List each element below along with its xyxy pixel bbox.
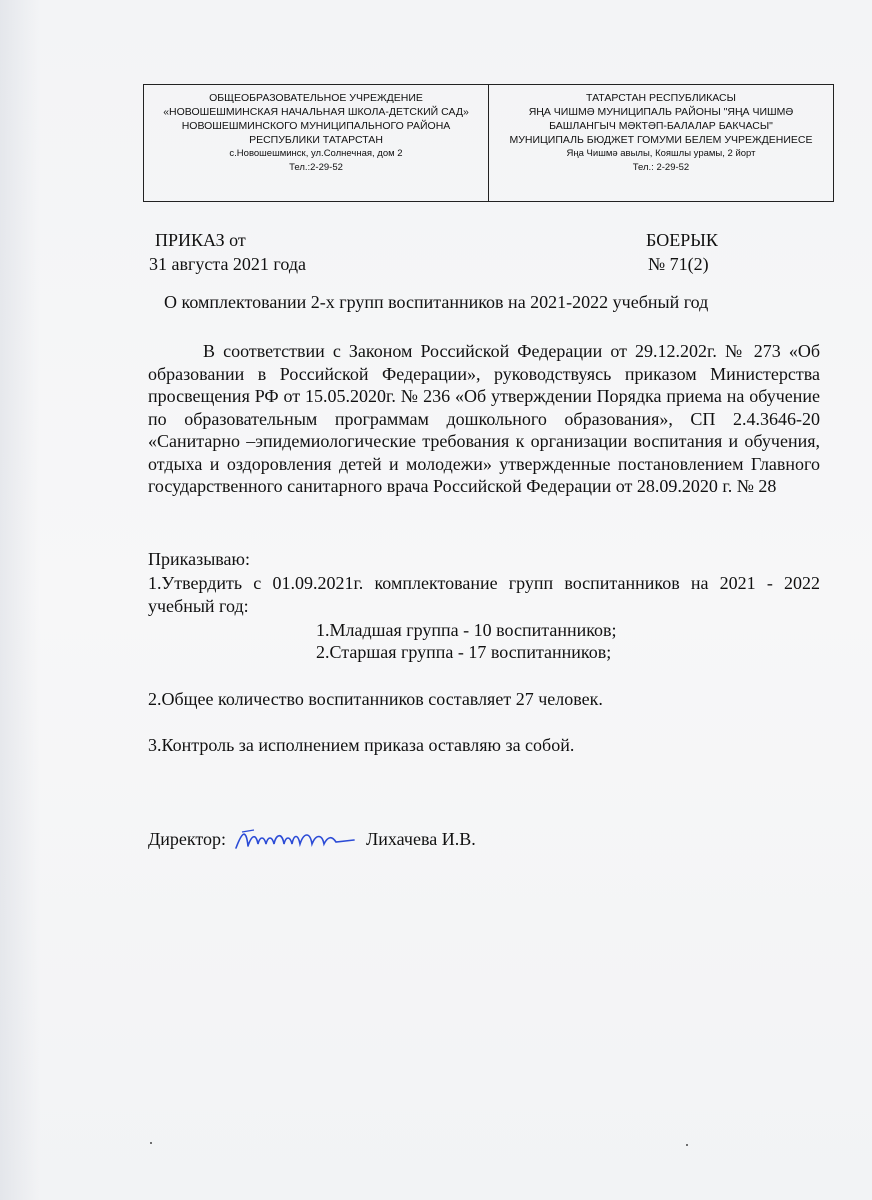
scan-edge <box>0 0 40 1200</box>
group-item: 2.Старшая группа - 17 воспитанников; <box>316 642 612 662</box>
order-word: Приказываю: <box>148 549 250 569</box>
scan-speck <box>150 1142 152 1144</box>
letterhead-tatar <box>489 85 833 201</box>
order-item-1: 1.Утвердить с 01.09.2021г. комплектование групп воспитанников на 2021 - 2022 учебный год: <box>148 573 820 616</box>
letterhead-line: МУНИЦИПАЛЬ БЮДЖЕТ ГОМУМИ БЕЛЕМ УЧРЕЖДЕНИЕСЕ <box>509 134 813 146</box>
letterhead-line: РЕСПУБЛИКИ ТАТАРСТАН <box>249 134 383 146</box>
letterhead-russian <box>144 85 489 201</box>
preamble-paragraph <box>148 340 820 498</box>
handwritten-signature <box>232 822 360 856</box>
order-title: ПРИКАЗ от <box>155 230 246 250</box>
order-date: 31 августа 2021 года <box>149 254 306 274</box>
order-heading-ru <box>149 228 306 276</box>
director-name: Лихачева И.В. <box>366 828 476 849</box>
letterhead-line: ЯҢА ЧИШМӘ МУНИЦИПАЛЬ РАЙОНЫ "ЯҢА ЧИШМӘ <box>528 106 794 118</box>
letterhead-line: «НОВОШЕШМИНСКАЯ НАЧАЛЬНАЯ ШКОЛА-ДЕТСКИЙ САД» <box>163 106 469 118</box>
letterhead-line: ОБЩЕОБРАЗОВАТЕЛЬНОЕ УЧРЕЖДЕНИЕ <box>209 92 423 104</box>
letterhead-line: БАШЛАНГЫЧ МӘКТӘП-БАЛАЛАР БАКЧАСЫ" <box>549 120 773 132</box>
letterhead-phone: Тел.:2-29-52 <box>289 162 343 173</box>
scan-speck <box>686 1144 688 1146</box>
director-label: Директор: <box>148 828 227 849</box>
director-signature-line <box>148 822 476 856</box>
preamble-text: В соответствии с Законом Российской Федерации от 29.12.202г. № 273 «Об образовании в Российской Федерации», руководствуясь приказом Министерства просвещения РФ от 15.05.2020г. № 236 «Об утверждении Порядка приема на обучение по образовательным программам дошкольного образования», СП 2.4.3646-20 «Санитарно –эпидемиологические требования к организации воспитания и обучения, отдыха и оздоровления детей и молодежи» утвержденные постановлением Главного государственного санитарного врача Российской Федерации от 28.09.2020 г. № 28 <box>148 341 820 496</box>
letterhead-address: Яңа Чишмә авылы, Кояшлы урамы, 2 йорт <box>566 148 756 159</box>
letterhead <box>143 84 834 202</box>
letterhead-address: с.Новошешминск, ул.Солнечная, дом 2 <box>229 148 403 159</box>
order-item-2: 2.Общее количество воспитанников составляет 27 человек. <box>148 689 603 709</box>
order-subject: О комплектовании 2-х групп воспитанников на 2021-2022 учебный год <box>164 292 709 312</box>
group-item: 1.Младшая группа - 10 воспитанников; <box>316 620 617 640</box>
order-number: № 71(2) <box>648 254 709 274</box>
order-title-tatar: БОЕРЫК <box>646 230 718 250</box>
letterhead-phone: Тел.: 2-29-52 <box>632 162 690 173</box>
order-item-3: 3.Контроль за исполнением приказа оставляю за собой. <box>148 735 575 755</box>
letterhead-line: ТАТАРСТАН РЕСПУБЛИКАСЫ <box>586 92 736 104</box>
letterhead-line: НОВОШЕШМИНСКОГО МУНИЦИПАЛЬНОГО РАЙОНА <box>181 120 451 132</box>
order-heading-tt <box>642 228 718 276</box>
